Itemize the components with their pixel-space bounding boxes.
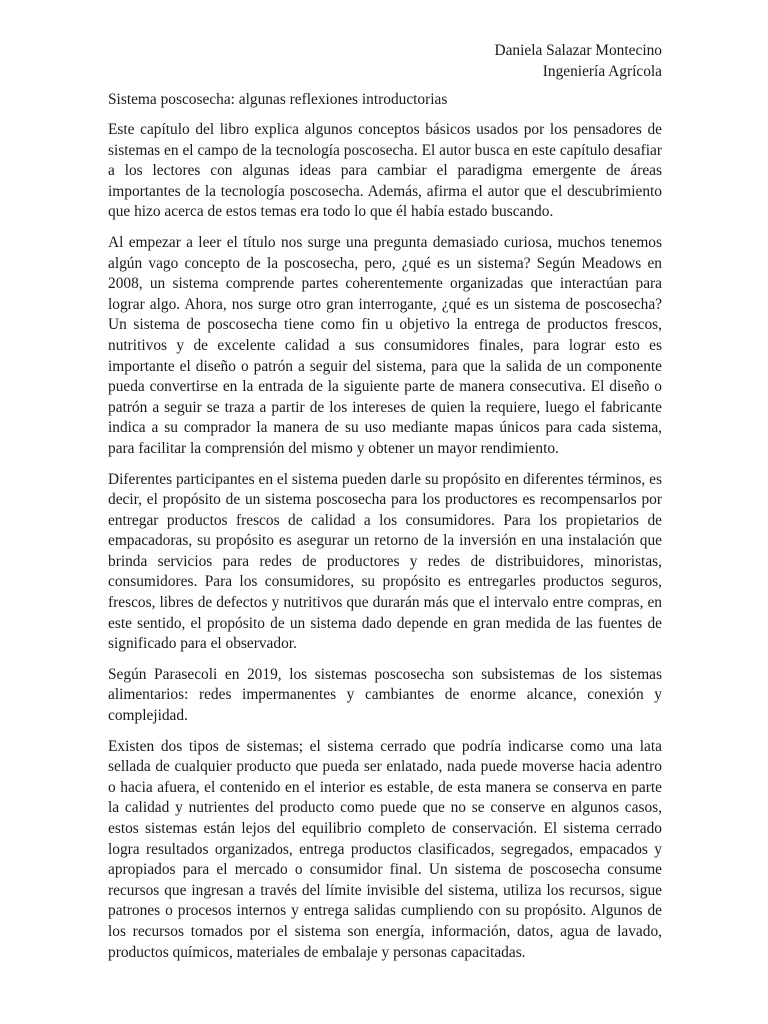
document-title: Sistema poscosecha: algunas reflexiones introductorias — [108, 91, 448, 108]
document-header — [108, 40, 662, 82]
document-page — [108, 40, 662, 973]
program-name: Ingeniería Agrícola — [542, 63, 662, 80]
paragraph-1: Este capítulo del libro explica algunos conceptos básicos usados por los pensadores de sistemas en el campo de la tecnología poscosecha. El autor busca en este capítulo desafiar a los lectores con algunas ideas para cambiar el paradigma emergente de áreas importantes de la tecnología poscosecha. Además, afirma el autor que el descubrimiento que hizo acerca de estos temas era todo lo que él había estado buscando. — [108, 121, 662, 221]
paragraph-2: Al empezar a leer el título nos surge una pregunta demasiado curiosa, muchos tenemos algún vago concepto de la poscosecha, pero, ¿qué es un sistema? Según Meadows en 2008, un sistema comprende partes coherentemente organizadas que interactúan para lograr algo. Ahora, nos surge otro gran interrogante, ¿qué es un sistema de poscosecha? Un sistema de poscosecha tiene como fin u objetivo la entrega de productos frescos, nutritivos y de excelente calidad a sus consumidores finales, para lograr esto es importante el diseño o patrón a seguir del sistema, para que la salida de un componente pueda convertirse en la entrada de la siguiente parte de manera consecutiva. El diseño o patrón a seguir se traza a partir de los intereses de quien la requiere, luego el fabricante indica a su comprador la manera de su uso mediante mapas únicos para cada sistema, para facilitar la comprensión del mismo y obtener un mayor rendimiento. — [108, 233, 662, 457]
author-name: Daniela Salazar Montecino — [494, 42, 662, 59]
paragraph-3: Diferentes participantes en el sistema pueden darle su propósito en diferentes términos, es decir, el propósito de un sistema poscosecha para los productores es recompensarlos por entregar productos frescos de calidad a los consumidores. Para los propietarios de empacadoras, su propósito es asegurar un retorno de la inversión en una instalación que brinda servicios para redes de productores y redes de distribuidores, minoristas, consumidores. Para los consumidores, su propósito es entregarles productos seguros, frescos, libres de defectos y nutritivos que durarán más que el intervalo entre compras, en este sentido, el propósito de un sistema dado depende en gran medida de las fuentes de significado para el observador. — [108, 470, 662, 653]
paragraph-4: Según Parasecoli en 2019, los sistemas poscosecha son subsistemas de los sistemas alimentarios: redes impermanentes y cambiantes de enorme alcance, conexión y complejidad. — [108, 665, 662, 725]
paragraph-5: Existen dos tipos de sistemas; el sistema cerrado que podría indicarse como una lata sellada de cualquier producto que pueda ser enlatado, nada puede moverse hacia adentro o hacia afuera, el contenido en el interior es estable, de esta manera se conserva en parte la calidad y nutrientes del producto como puede que no se conserve en algunos casos, estos sistemas están lejos del equilibrio completo de conservación. El sistema cerrado logra resultados organizados, entrega productos clasificados, segregados, empacados y apropiados para el mercado o consumidor final. Un sistema de poscosecha consume recursos que ingresan a través del límite invisible del sistema, utiliza los recursos, sigue patrones o procesos internos y entrega salidas cumpliendo con su propósito. Algunos de los recursos tomados por el sistema son energía, información, datos, agua de lavado, productos químicos, materiales de embalaje y personas capacitadas. — [108, 737, 662, 961]
